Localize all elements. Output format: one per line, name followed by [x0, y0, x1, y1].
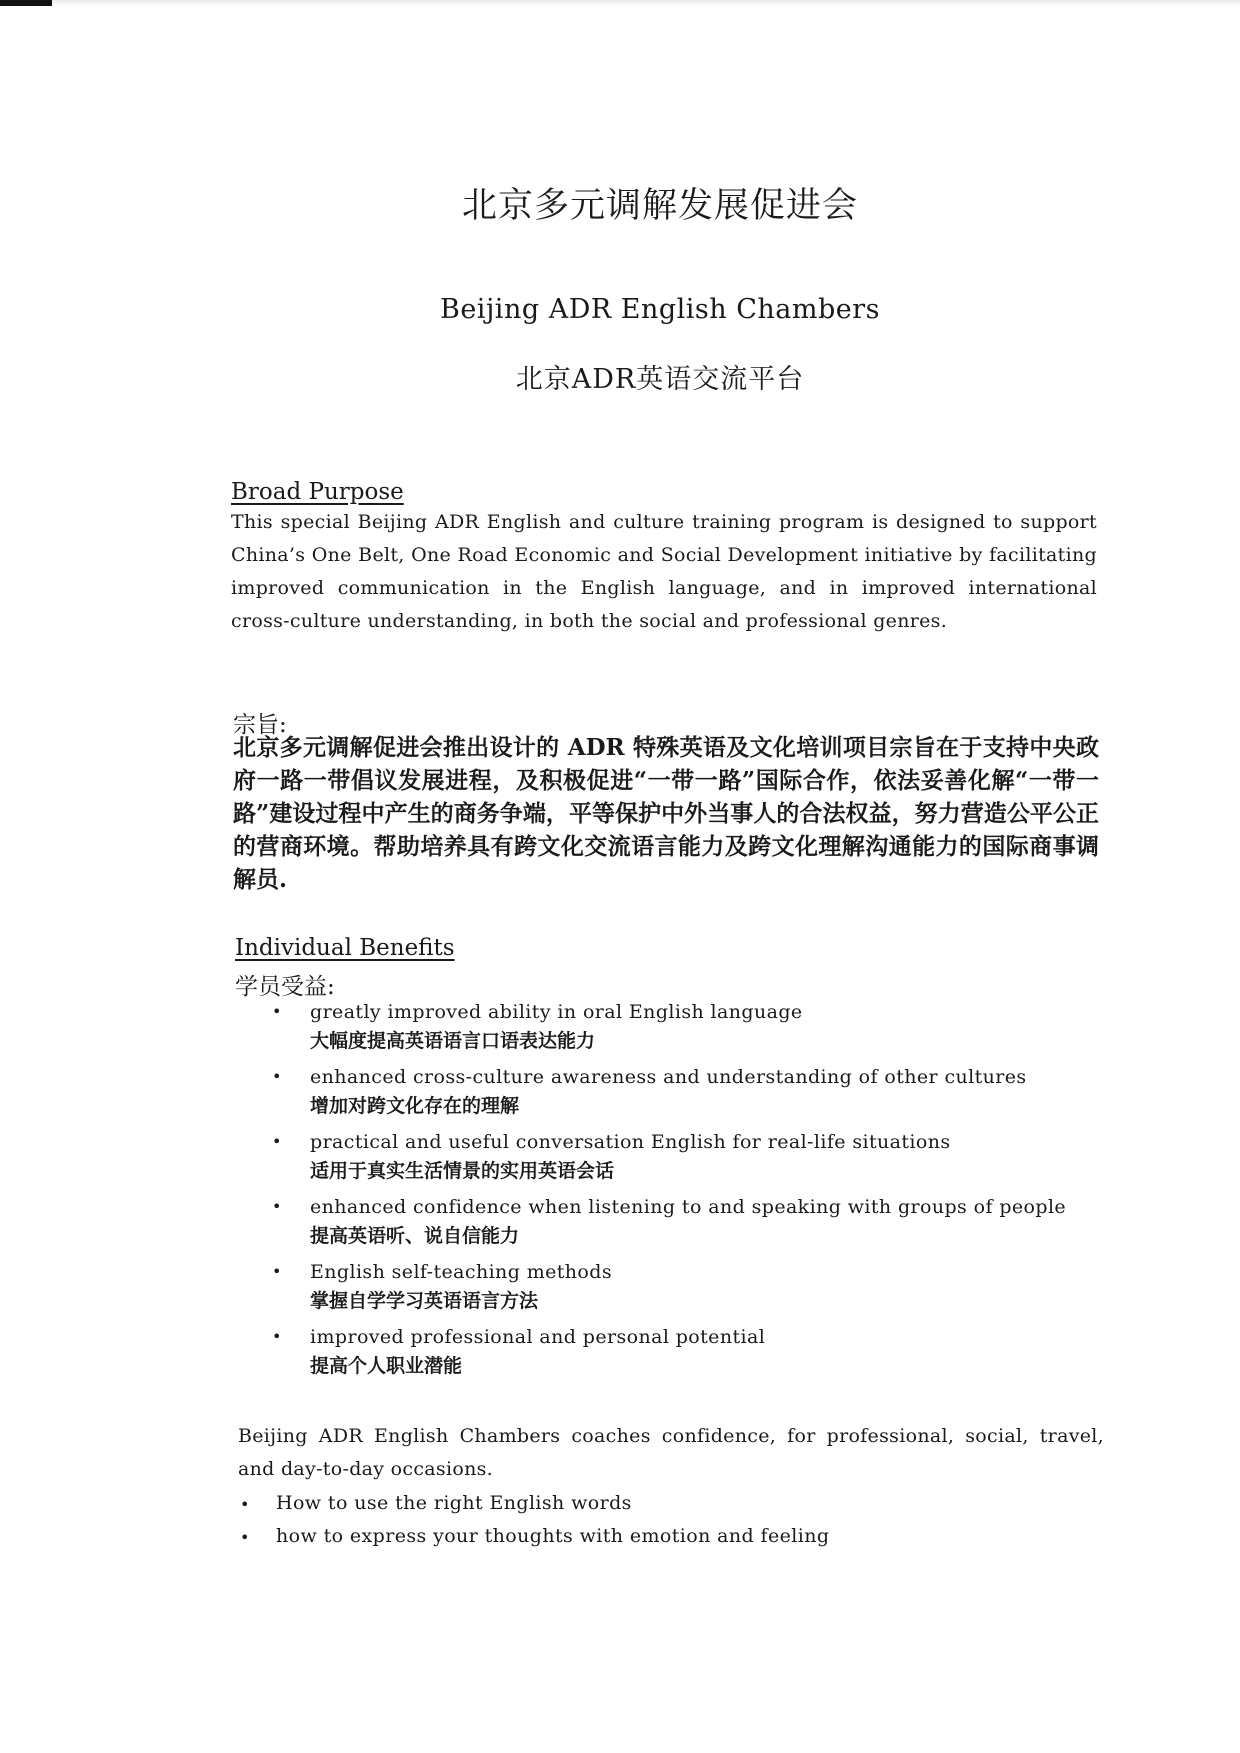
coaching-list [238, 1488, 1098, 1554]
benefit-en: improved professional and personal potential [310, 1326, 766, 1348]
coaching-item-text: How to use the right English words [276, 1492, 632, 1514]
benefit-cn: 大幅度提高英语语言口语表达能力 [310, 1030, 596, 1052]
list-item [270, 1258, 1110, 1323]
benefit-cn: 掌握自学学习英语语言方法 [310, 1290, 539, 1312]
list-item [238, 1488, 1098, 1521]
broad-purpose-heading: Broad Purpose [231, 479, 404, 505]
bullet-icon: • [240, 1495, 250, 1514]
list-item [270, 998, 1110, 1063]
list-item [270, 1323, 1110, 1388]
scan-corner-mark [0, 0, 52, 6]
benefit-en: practical and useful conversation English for real-life situations [310, 1131, 951, 1153]
bullet-icon: • [272, 1132, 282, 1151]
benefit-en: enhanced confidence when listening to and speaking with groups of people [310, 1196, 1067, 1218]
aim-text: 北京多元调解促进会推出设计的 ADR 特殊英语及文化培训项目宗旨在于支持中央政府一路一带倡议发展进程，及积极促进“一带一路”国际合作，依法妥善化解“一带一路”建设过程中产生的商务争端，平等保护中外当事人的合法权益，努力营造公平公正的营商环境。帮助培养具有跨文化交流语言能力及跨文化理解沟通能力的国际商事调解员. [233, 734, 1099, 893]
benefit-en: English self-teaching methods [310, 1261, 612, 1283]
coaching-text: Beijing ADR English Chambers coaches confidence, for professional, social, travel, and day-to-day occasions. [238, 1425, 1104, 1480]
scan-top-edge [52, 0, 1240, 6]
page-title-en: Beijing ADR English Chambers [439, 294, 881, 325]
aim-label: 宗旨: [233, 712, 287, 738]
individual-benefits-heading: Individual Benefits [235, 935, 455, 961]
benefit-en: greatly improved ability in oral English language [310, 1001, 803, 1023]
bullet-icon: • [272, 1002, 282, 1021]
benefits-label-cn: 学员受益: [235, 974, 335, 1000]
bullet-icon: • [272, 1327, 282, 1346]
page-subtitle-cn: 北京ADR英语交流平台 [515, 364, 805, 395]
bullet-icon: • [240, 1528, 250, 1547]
list-item [238, 1521, 1098, 1554]
page-title-cn: 北京多元调解发展促进会 [461, 186, 858, 227]
benefit-cn: 提高英语听、说自信能力 [310, 1225, 520, 1247]
bullet-icon: • [272, 1067, 282, 1086]
bullet-icon: • [272, 1262, 282, 1281]
list-item [270, 1128, 1110, 1193]
benefit-cn: 提高个人职业潜能 [310, 1355, 463, 1377]
list-item [270, 1063, 1110, 1128]
benefits-list [270, 998, 1110, 1388]
bullet-icon: • [272, 1197, 282, 1216]
benefit-cn: 适用于真实生活情景的实用英语会话 [310, 1160, 615, 1182]
coaching-item-text: how to express your thoughts with emotion and feeling [276, 1525, 830, 1547]
benefit-en: enhanced cross-culture awareness and understanding of other cultures [310, 1066, 1027, 1088]
benefit-cn: 增加对跨文化存在的理解 [310, 1095, 520, 1117]
broad-purpose-text: This special Beijing ADR English and culture training program is designed to support China’s One Belt, One Road Economic and Social Development initiative by facilitating improved communication in the English language, and in improved international cross-culture understanding, in both the social and professional genres. [231, 511, 1097, 632]
list-item [270, 1193, 1110, 1258]
